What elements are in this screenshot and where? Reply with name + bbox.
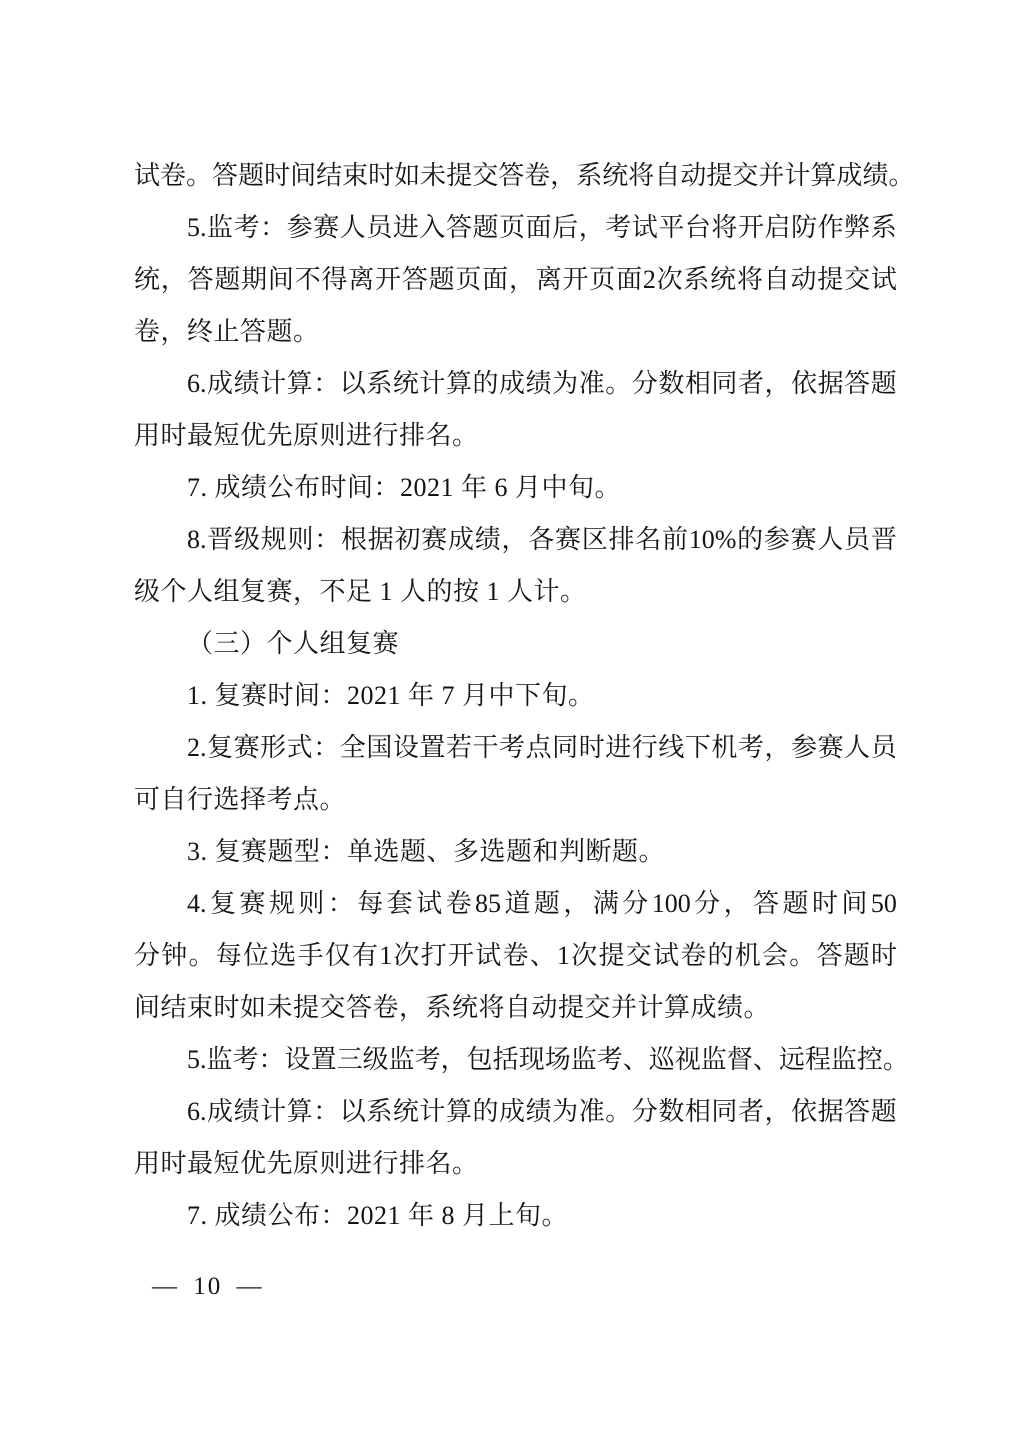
text-token: ： (313, 733, 340, 762)
text-token: 题 (870, 369, 897, 398)
text-token: 机 (734, 941, 761, 970)
text-token: 8. (187, 525, 207, 554)
text-token: 成 (207, 369, 234, 398)
text-token: 动 (790, 265, 817, 294)
text-token: 动 (680, 161, 707, 190)
text-token: 控 (856, 1045, 883, 1074)
text-token: 现 (518, 1045, 545, 1074)
text-token: 仅 (324, 941, 351, 970)
text-token: 系 (870, 213, 897, 242)
text-token: 题 (238, 161, 265, 190)
text-line (134, 150, 915, 202)
text-token: 自 (654, 161, 681, 190)
text-token: 程 (804, 1045, 831, 1074)
text-token: 分 (622, 889, 649, 918)
text-line: 用时最短优先原则进行排名。 (134, 421, 479, 450)
text-token: 答 (816, 941, 843, 970)
text-token: 的 (472, 1097, 499, 1126)
text-token: 将 (628, 161, 655, 190)
text-token: 5. (187, 213, 207, 242)
text-token: 据 (817, 1097, 844, 1126)
text-token: 线 (658, 733, 685, 762)
text-token: 会 (761, 941, 788, 970)
text-token: 排 (608, 525, 635, 554)
text-token: 答 (844, 1097, 871, 1126)
text-token: 形 (260, 733, 287, 762)
text-token: 选 (270, 941, 297, 970)
text-token: 统 (134, 265, 161, 294)
text-token: 算 (445, 369, 472, 398)
text-token: 卷 (160, 161, 187, 190)
text-token: 将 (736, 265, 763, 294)
text-token: 参 (791, 733, 818, 762)
text-token: ， (723, 889, 750, 918)
text-token: ： (258, 1045, 285, 1074)
text-line (134, 930, 897, 982)
text-token: 以 (339, 369, 366, 398)
text-token: 系 (366, 369, 393, 398)
text-token: 交 (625, 941, 652, 970)
text-token: 规 (260, 525, 287, 554)
text-token: 页 (455, 265, 482, 294)
text-token: 人 (339, 213, 366, 242)
text-token: 括 (492, 1045, 519, 1074)
text-token: 根 (340, 525, 367, 554)
text-token: 赛 (817, 733, 844, 762)
text-token: 试 (134, 161, 161, 190)
text-token: 三 (336, 1045, 363, 1074)
text-token: 赛 (421, 525, 448, 554)
text-token: 视 (674, 1045, 701, 1074)
text-token: 规 (268, 889, 295, 918)
text-token: 面 (525, 213, 552, 242)
text-token: 为 (552, 1097, 579, 1126)
text-token: ： (313, 369, 340, 398)
text-token: 间 (841, 889, 868, 918)
text-token: 干 (472, 733, 499, 762)
text-line (134, 1086, 897, 1138)
text-token: 面 (616, 265, 643, 294)
text-token: 晋 (870, 525, 897, 554)
text-line (134, 722, 897, 774)
text-token: 平 (658, 213, 685, 242)
text-token: 分 (631, 1097, 658, 1126)
text-token: 开 (737, 213, 764, 242)
text-token: 督 (726, 1045, 753, 1074)
text-token: 自 (763, 265, 790, 294)
text-token: 打 (420, 941, 447, 970)
text-token: 置 (310, 1045, 337, 1074)
text-token: 间 (267, 265, 294, 294)
text-token: ， (764, 1097, 791, 1126)
text-token: 离 (348, 265, 375, 294)
text-token: 题 (428, 265, 455, 294)
text-token: 机 (711, 733, 738, 762)
document-body (134, 150, 915, 1242)
text-token: 准 (578, 369, 605, 398)
text-token: 统 (392, 1097, 419, 1126)
text-token: 场 (544, 1045, 571, 1074)
text-token: 分 (631, 369, 658, 398)
text-line: 3. 复赛题型：单选题、多选题和判断题。 (187, 837, 666, 866)
text-token: 答 (212, 161, 239, 190)
text-token: 各 (528, 525, 555, 554)
text-token: 2 (642, 265, 656, 294)
text-token: 台 (684, 213, 711, 242)
text-token: ， (563, 889, 590, 918)
text-token: 下 (684, 733, 711, 762)
text-token: 赛 (313, 213, 340, 242)
text-token: 1 (556, 941, 570, 970)
text-token: 点 (525, 733, 552, 762)
text-token: ， (501, 525, 528, 554)
text-token: 算 (286, 1097, 313, 1126)
text-token: 赛 (554, 525, 581, 554)
text-token: 答 (753, 889, 780, 918)
text-token: 成 (499, 369, 526, 398)
text-token: 成 (499, 1097, 526, 1126)
text-token: ， (764, 369, 791, 398)
text-token: 晋 (207, 525, 234, 554)
text-token: ： (314, 525, 341, 554)
text-token: 、 (752, 1045, 779, 1074)
text-token: 的 (707, 941, 734, 970)
text-token: 赛 (790, 525, 817, 554)
text-line: 7. 成绩公布：2021 年 8 月上旬。 (187, 1201, 569, 1230)
text-token: 国 (366, 733, 393, 762)
text-token: 统 (392, 369, 419, 398)
text-token: 试 (631, 213, 658, 242)
text-token: 如 (394, 161, 421, 190)
text-token: 依 (791, 1097, 818, 1126)
text-token: 则 (298, 889, 325, 918)
text-token: 者 (737, 1097, 764, 1126)
text-token: 数 (658, 369, 685, 398)
text-token: 考 (232, 1045, 259, 1074)
text-token: 数 (658, 1097, 685, 1126)
text-token: 统 (602, 161, 629, 190)
page-number: — 10 — (152, 1273, 264, 1300)
text-token: 计 (784, 161, 811, 190)
text-token: 得 (321, 265, 348, 294)
text-token: 进 (392, 213, 419, 242)
text-token: 分 (134, 941, 161, 970)
text-token: ： (313, 1097, 340, 1126)
text-token: 开 (375, 265, 402, 294)
text-token: 设 (392, 733, 419, 762)
text-token: 。 (188, 941, 215, 970)
text-token: 套 (386, 889, 413, 918)
text-token: 绩 (862, 161, 889, 190)
text-token: 满 (592, 889, 619, 918)
text-line: 用时最短优先原则进行排名。 (134, 1149, 479, 1178)
text-token: 2. (187, 733, 207, 762)
text-token: ： (260, 213, 287, 242)
text-token: 的 (737, 525, 764, 554)
text-line: 7. 成绩公布时间：2021 年 6 月中旬。 (187, 473, 622, 502)
text-token: 统 (710, 265, 737, 294)
text-token: 算 (286, 369, 313, 398)
text-token: 有 (352, 941, 379, 970)
text-token: 答 (401, 265, 428, 294)
text-token: 员 (870, 733, 897, 762)
text-token: 次 (393, 941, 420, 970)
text-token: 作 (817, 213, 844, 242)
text-token: 每 (215, 941, 242, 970)
text-token: 绩 (233, 369, 260, 398)
text-token: 考 (414, 1045, 441, 1074)
text-token: 据 (817, 369, 844, 398)
text-token: 题 (533, 889, 560, 918)
text-token: ， (764, 733, 791, 762)
text-token: 题 (843, 941, 870, 970)
text-token: 巡 (648, 1045, 675, 1074)
text-token: 、 (622, 1045, 649, 1074)
text-token: 6. (187, 1097, 207, 1126)
text-token: 次 (571, 941, 598, 970)
text-token: 1 (379, 941, 393, 970)
text-token: 不 (294, 265, 321, 294)
text-line (134, 514, 897, 566)
text-token: 计 (260, 369, 287, 398)
text-token: 级 (233, 525, 260, 554)
text-token: 监 (207, 213, 234, 242)
text-token: 员 (844, 525, 871, 554)
text-token: 赛 (239, 889, 266, 918)
text-token: 6. (187, 369, 207, 398)
text-token: 考 (233, 213, 260, 242)
text-token: 道 (504, 889, 531, 918)
text-line (134, 202, 897, 254)
text-token: 答 (187, 265, 214, 294)
text-token: 时 (811, 889, 838, 918)
text-token: 远 (778, 1045, 805, 1074)
text-token: 位 (243, 941, 270, 970)
text-token: 相 (684, 369, 711, 398)
text-token: 时 (578, 733, 605, 762)
text-token: 设 (284, 1045, 311, 1074)
text-token: 算 (810, 161, 837, 190)
text-token: 相 (684, 1097, 711, 1126)
text-token: 85 (475, 889, 502, 918)
text-token: 监 (700, 1045, 727, 1074)
text-token: 式 (286, 733, 313, 762)
text-token: 同 (711, 1097, 738, 1126)
text-token: 参 (763, 525, 790, 554)
text-token: 卷 (502, 941, 529, 970)
text-token: 级 (362, 1045, 389, 1074)
text-token: 则 (287, 525, 314, 554)
text-token: 若 (445, 733, 472, 762)
text-line (134, 878, 897, 930)
text-token: 交 (732, 161, 759, 190)
text-token: 弊 (844, 213, 871, 242)
text-token: 100 (651, 889, 691, 918)
text-line: 可自行选择考点。 (134, 785, 347, 814)
text-token: 试 (652, 941, 679, 970)
text-token: 绩 (474, 525, 501, 554)
page-footer (152, 1270, 264, 1304)
text-token: 人 (817, 525, 844, 554)
text-token: 时 (368, 161, 395, 190)
text-token: 提 (446, 161, 473, 190)
text-token: 考 (605, 213, 632, 242)
text-line: 级个人组复赛，不足 1 人的按 1 人计。 (134, 577, 587, 606)
text-token: 间 (290, 161, 317, 190)
text-token: 50 (870, 889, 897, 918)
text-line (134, 254, 897, 306)
text-token: 考 (737, 733, 764, 762)
text-token: 监 (206, 1045, 233, 1074)
text-token: 试 (870, 265, 897, 294)
text-token: ： (327, 889, 354, 918)
text-token: 据 (367, 525, 394, 554)
text-token: 赛 (233, 733, 260, 762)
text-token: 者 (737, 369, 764, 398)
text-token: 成 (836, 161, 863, 190)
text-token: 为 (552, 369, 579, 398)
text-token: 未 (420, 161, 447, 190)
text-token: 包 (466, 1045, 493, 1074)
text-token: 卷 (680, 941, 707, 970)
text-token: 考 (499, 733, 526, 762)
text-token: 提 (706, 161, 733, 190)
text-token: 每 (357, 889, 384, 918)
text-token: 5. (187, 1045, 207, 1074)
text-token: 卷 (445, 889, 472, 918)
text-token: 页 (589, 265, 616, 294)
text-token: 。 (888, 161, 915, 190)
text-token: 4. (187, 889, 207, 918)
text-token: ， (578, 213, 605, 242)
text-token: 计 (260, 1097, 287, 1126)
text-token: 以 (339, 1097, 366, 1126)
text-token: 监 (570, 1045, 597, 1074)
text-token: 结 (316, 161, 343, 190)
text-token: 离 (535, 265, 562, 294)
text-token: 算 (445, 1097, 472, 1126)
text-token: 。 (789, 941, 816, 970)
text-token: 答 (498, 161, 525, 190)
text-token: 行 (631, 733, 658, 762)
text-token: 准 (578, 1097, 605, 1126)
text-token: 钟 (161, 941, 188, 970)
text-token: 初 (394, 525, 421, 554)
text-line: （三）个人组复赛 (187, 629, 400, 658)
text-token: 的 (472, 369, 499, 398)
text-token: 员 (366, 213, 393, 242)
text-token: 卷 (524, 161, 551, 190)
text-token: 区 (581, 525, 608, 554)
text-token: 系 (683, 265, 710, 294)
text-token: 同 (711, 369, 738, 398)
text-token: 时 (264, 161, 291, 190)
text-token: 入 (419, 213, 446, 242)
text-token: 。 (605, 369, 632, 398)
text-token: 10% (688, 525, 737, 554)
text-token: 将 (711, 213, 738, 242)
text-token: 。 (186, 161, 213, 190)
text-token: 并 (758, 161, 785, 190)
text-token: 。 (605, 1097, 632, 1126)
text-token: 、 (529, 941, 556, 970)
text-token: 绩 (233, 1097, 260, 1126)
text-token: 防 (791, 213, 818, 242)
text-token: 题 (472, 213, 499, 242)
text-token: 启 (764, 213, 791, 242)
text-token: 试 (416, 889, 443, 918)
text-token: 计 (419, 369, 446, 398)
text-token: 束 (342, 161, 369, 190)
text-token: 。 (882, 1045, 909, 1074)
text-token: 考 (596, 1045, 623, 1074)
text-token: 答 (445, 213, 472, 242)
text-token: 开 (562, 265, 589, 294)
text-line (134, 1034, 909, 1086)
text-token: 前 (661, 525, 688, 554)
text-token: 绩 (525, 1097, 552, 1126)
text-token: 监 (830, 1045, 857, 1074)
text-token: 时 (870, 941, 897, 970)
text-token: 提 (817, 265, 844, 294)
text-line: 1. 复赛时间：2021 年 7 月中下旬。 (187, 681, 595, 710)
text-token: 人 (844, 733, 871, 762)
text-token: 提 (598, 941, 625, 970)
text-line (134, 358, 897, 410)
text-token: 成 (207, 1097, 234, 1126)
text-token: 进 (605, 733, 632, 762)
text-token: 答 (844, 369, 871, 398)
text-token: 试 (475, 941, 502, 970)
text-token: ， (440, 1045, 467, 1074)
text-token: 系 (366, 1097, 393, 1126)
text-token: 次 (656, 265, 683, 294)
text-token: 题 (214, 265, 241, 294)
text-token: 全 (339, 733, 366, 762)
text-token: 题 (870, 1097, 897, 1126)
text-token: 监 (388, 1045, 415, 1074)
text-token: 置 (419, 733, 446, 762)
text-token: 开 (447, 941, 474, 970)
text-token: 面 (482, 265, 509, 294)
text-token: 期 (241, 265, 268, 294)
text-token: 成 (447, 525, 474, 554)
text-token: 复 (207, 733, 234, 762)
text-token: 手 (297, 941, 324, 970)
text-token: ， (550, 161, 577, 190)
text-token: 交 (472, 161, 499, 190)
text-token: 参 (286, 213, 313, 242)
text-token: 计 (419, 1097, 446, 1126)
text-line: 卷，终止答题。 (134, 317, 320, 346)
text-token: 名 (635, 525, 662, 554)
text-line: 间结束时如未提交答卷，系统将自动提交并计算成绩。 (134, 993, 771, 1022)
text-token: 页 (499, 213, 526, 242)
text-token: 交 (844, 265, 871, 294)
text-token: ， (160, 265, 187, 294)
text-token: 同 (552, 733, 579, 762)
text-token: 系 (576, 161, 603, 190)
text-token: 分 (694, 889, 721, 918)
text-token: 依 (791, 369, 818, 398)
text-token: 复 (209, 889, 236, 918)
text-token: ， (508, 265, 535, 294)
text-token: 题 (782, 889, 809, 918)
text-token: 后 (552, 213, 579, 242)
text-token: 绩 (525, 369, 552, 398)
